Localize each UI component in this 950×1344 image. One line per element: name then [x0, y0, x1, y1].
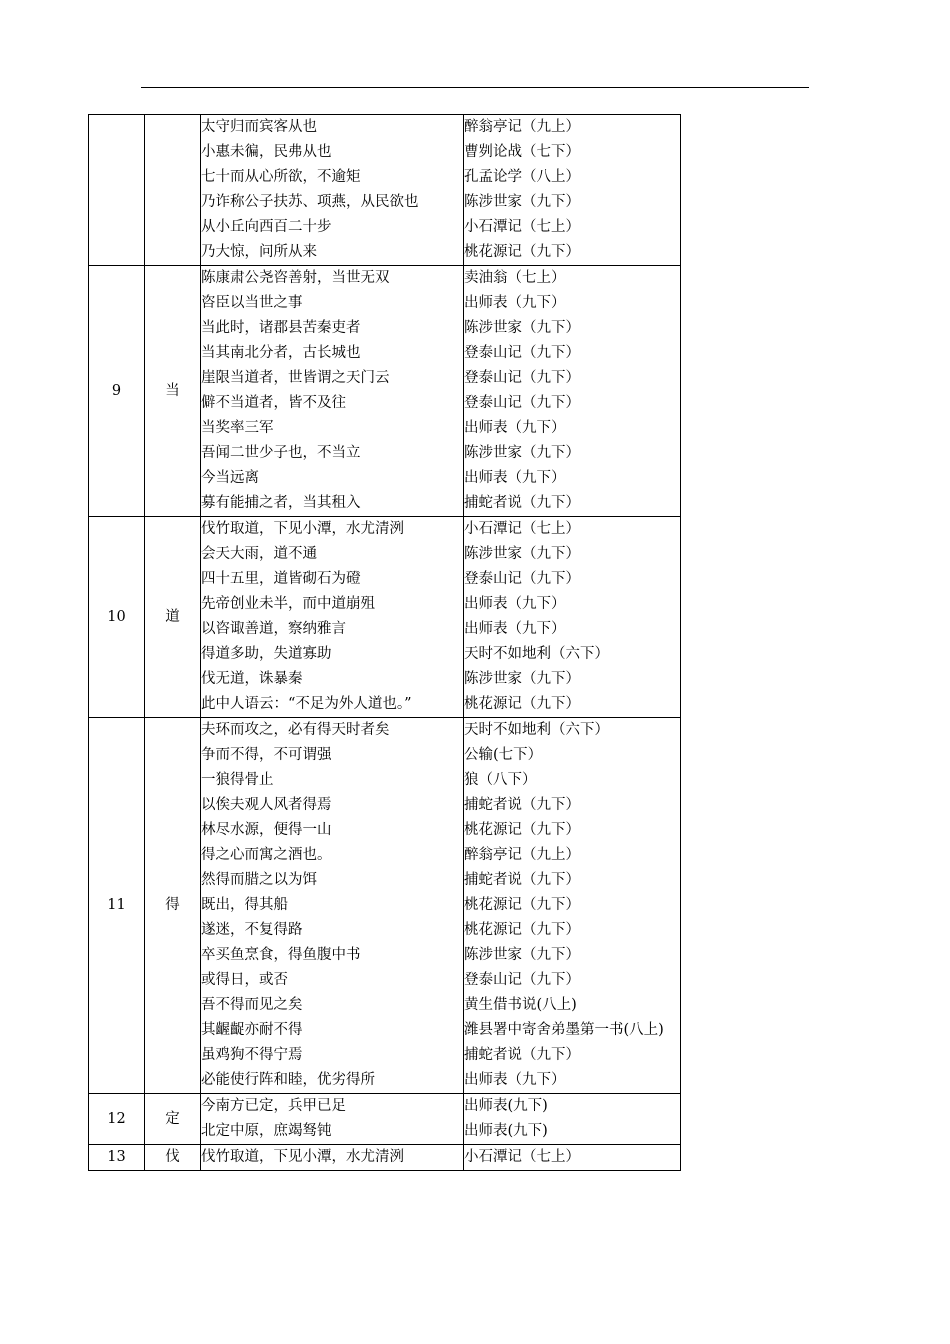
example-sentence: 今南方已定，兵甲已足 [201, 1098, 346, 1114]
example-sentence: 先帝创业未半，而中道崩殂 [201, 596, 375, 612]
example-sentences-cell [201, 517, 464, 718]
example-sentence: 咨臣以当世之事 [201, 295, 303, 311]
example-sentence: 乃大惊，问所从来 [201, 244, 317, 260]
header-rule [141, 87, 809, 88]
example-sentence: 遂迷，不复得路 [201, 922, 303, 938]
source-reference: 捕蛇者说（九下） [464, 1047, 580, 1063]
example-sentence: 吾不得而见之矣 [201, 997, 303, 1013]
source-reference: 出师表（九下） [464, 1072, 566, 1088]
example-sentence: 伐竹取道，下见小潭，水尤清洌 [201, 521, 404, 537]
table-row [89, 115, 681, 266]
table-row [89, 1145, 681, 1171]
entry-number: 13 [89, 1145, 145, 1171]
example-sentence: 僻不当道者，皆不及往 [201, 395, 346, 411]
vocabulary-table-body [89, 115, 681, 1171]
example-sentence: 吾闻二世少子也，不当立 [201, 445, 361, 461]
example-sentence: 七十而从心所欲，不逾矩 [201, 169, 361, 185]
example-sentence: 或得日，或否 [201, 972, 288, 988]
example-sentence: 太守归而宾客从也 [201, 119, 317, 135]
example-sentence: 今当远离 [201, 470, 259, 486]
sources-cell [464, 115, 681, 266]
source-reference: 陈涉世家（九下） [464, 320, 580, 336]
example-sentence: 伐竹取道，下见小潭，水尤清洌 [201, 1149, 404, 1165]
source-reference: 孔孟论学（八上） [464, 169, 580, 185]
example-sentence: 从小丘向西百二十步 [201, 219, 332, 235]
source-reference: 陈涉世家（九下） [464, 671, 580, 687]
example-sentence: 然得而腊之以为饵 [201, 872, 317, 888]
entry-word: 伐 [145, 1145, 201, 1171]
source-reference: 桃花源记（九下） [464, 696, 580, 712]
source-reference: 捕蛇者说（九下） [464, 797, 580, 813]
entry-word: 定 [145, 1094, 201, 1145]
entry-number: 12 [89, 1094, 145, 1145]
example-sentence: 争而不得，不可谓强 [201, 747, 332, 763]
entry-number: 10 [89, 517, 145, 718]
sources-cell [464, 1094, 681, 1145]
source-reference: 桃花源记（九下） [464, 897, 580, 913]
sources-cell [464, 718, 681, 1094]
example-sentence: 必能使行阵和睦，优劣得所 [201, 1072, 375, 1088]
example-sentences-cell [201, 266, 464, 517]
source-reference: 黄生借书说(八上) [464, 997, 577, 1013]
source-reference: 小石潭记（七上） [464, 219, 580, 235]
source-reference: 出师表（九下） [464, 470, 566, 486]
example-sentence: 夫环而攻之，必有得天时者矣 [201, 722, 390, 738]
source-reference: 出师表（九下） [464, 596, 566, 612]
example-sentence: 得道多助，失道寡助 [201, 646, 332, 662]
source-reference: 出师表（九下） [464, 621, 566, 637]
table-row [89, 517, 681, 718]
table-row [89, 1094, 681, 1145]
source-reference: 曹刿论战（七下） [464, 144, 580, 160]
table-row [89, 718, 681, 1094]
sources-cell [464, 517, 681, 718]
source-reference: 出师表（九下） [464, 420, 566, 436]
example-sentence: 陈康肃公尧咨善射，当世无双 [201, 270, 390, 286]
entry-number [89, 115, 145, 266]
source-reference: 登泰山记（九下） [464, 370, 580, 386]
example-sentence: 募有能捕之者，当其租入 [201, 495, 361, 511]
source-reference: 陈涉世家（九下） [464, 445, 580, 461]
source-reference: 小石潭记（七上） [464, 1149, 580, 1165]
source-reference: 醉翁亭记（九上） [464, 119, 580, 135]
example-sentence: 四十五里，道皆砌石为磴 [201, 571, 361, 587]
example-sentences-cell [201, 718, 464, 1094]
example-sentence: 北定中原，庶竭驽钝 [201, 1123, 332, 1139]
example-sentence: 会天大雨，道不通 [201, 546, 317, 562]
entry-word: 当 [145, 266, 201, 517]
example-sentence: 卒买鱼烹食，得鱼腹中书 [201, 947, 361, 963]
example-sentences-cell [201, 1094, 464, 1145]
source-reference: 公输(七下） [464, 747, 543, 763]
example-sentence: 虽鸡狗不得宁焉 [201, 1047, 303, 1063]
example-sentence: 其齷齪亦耐不得 [201, 1022, 303, 1038]
source-reference: 出师表(九下) [464, 1123, 548, 1139]
entry-number: 9 [89, 266, 145, 517]
source-reference: 天时不如地利（六下） [464, 646, 609, 662]
source-reference: 桃花源记（九下） [464, 822, 580, 838]
source-reference: 出师表(九下) [464, 1098, 548, 1114]
entry-word [145, 115, 201, 266]
vocabulary-table [88, 114, 681, 1171]
example-sentence: 既出，得其船 [201, 897, 288, 913]
example-sentence: 林尽水源，便得一山 [201, 822, 332, 838]
source-reference: 陈涉世家（九下） [464, 194, 580, 210]
example-sentence: 当此时，诸郡县苦秦吏者 [201, 320, 361, 336]
example-sentence: 此中人语云：“不足为外人道也。” [201, 696, 412, 712]
source-reference: 陈涉世家（九下） [464, 546, 580, 562]
example-sentences-cell [201, 1145, 464, 1171]
sources-cell [464, 266, 681, 517]
example-sentence: 当奖率三军 [201, 420, 274, 436]
source-reference: 桃花源记（九下） [464, 922, 580, 938]
entry-number: 11 [89, 718, 145, 1094]
entry-word: 道 [145, 517, 201, 718]
source-reference: 小石潭记（七上） [464, 521, 580, 537]
example-sentence: 崖限当道者，世皆谓之天门云 [201, 370, 390, 386]
source-reference: 捕蛇者说（九下） [464, 872, 580, 888]
source-reference: 潍县署中寄舍弟墨第一书(八上) [464, 1022, 664, 1038]
example-sentence: 乃诈称公子扶苏、项燕，从民欲也 [201, 194, 419, 210]
example-sentences-cell [201, 115, 464, 266]
source-reference: 陈涉世家（九下） [464, 947, 580, 963]
example-sentence: 一狼得骨止 [201, 772, 274, 788]
source-reference: 登泰山记（九下） [464, 571, 580, 587]
source-reference: 捕蛇者说（九下） [464, 495, 580, 511]
source-reference: 醉翁亭记（九上） [464, 847, 580, 863]
source-reference: 狼（八下） [464, 772, 537, 788]
source-reference: 桃花源记（九下） [464, 244, 580, 260]
sources-cell [464, 1145, 681, 1171]
source-reference: 登泰山记（九下） [464, 345, 580, 361]
source-reference: 天时不如地利（六下） [464, 722, 609, 738]
source-reference: 登泰山记（九下） [464, 395, 580, 411]
example-sentence: 以咨诹善道，察纳雅言 [201, 621, 346, 637]
example-sentence: 伐无道，诛暴秦 [201, 671, 303, 687]
table-row [89, 266, 681, 517]
source-reference: 卖油翁（七上） [464, 270, 566, 286]
source-reference: 出师表（九下） [464, 295, 566, 311]
example-sentence: 得之心而寓之酒也。 [201, 847, 332, 863]
example-sentence: 当其南北分者，古长城也 [201, 345, 361, 361]
entry-word: 得 [145, 718, 201, 1094]
source-reference: 登泰山记（九下） [464, 972, 580, 988]
example-sentence: 以俟夫观人风者得焉 [201, 797, 332, 813]
example-sentence: 小惠未徧，民弗从也 [201, 144, 332, 160]
